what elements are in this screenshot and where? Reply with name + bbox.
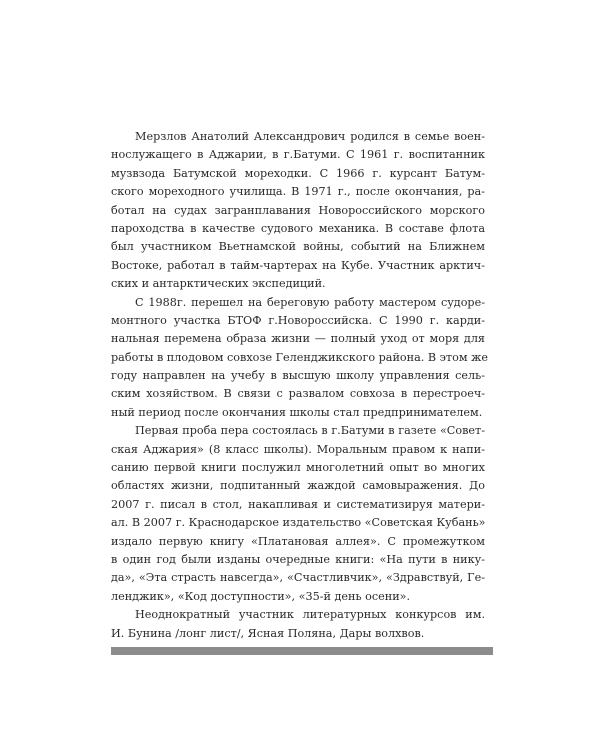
text-line: в один год были изданы очередные книги: «На пути в нику- (111, 552, 485, 566)
text-line: ленджик», «Код доступности», «35-й день осени». (111, 589, 411, 603)
text-line: санию первой книги послужил многолетний опыт во многих (111, 461, 485, 475)
text-line: И. Бунина /лонг лист/, Ясная Поляна, Дары волхвов. (111, 626, 425, 640)
text-line: областях жизни, подпитанный жаждой самовыражения. До (111, 479, 485, 493)
paragraph-4 (111, 606, 485, 643)
text-line: был участником Вьетнамской войны, событий на Ближнем (111, 240, 485, 254)
text-line: ская Аджария» (8 класс школы). Моральным правом к напи- (111, 442, 485, 456)
text-line: издало первую книгу «Платановая аллея». С промежутком (111, 534, 485, 548)
text-line: году направлен на учебу в высшую школу управления сель- (111, 369, 485, 383)
paragraph-3 (111, 422, 485, 606)
text-line: ный период после окончания школы стал предпринимателем. (111, 405, 483, 419)
text-line: 2007 г. писал в стол, накапливая и систематизируя матери- (111, 497, 485, 511)
text-line: музвзода Батумской мореходки. С 1966 г. курсант Батум- (111, 166, 485, 180)
biography-text (111, 128, 489, 643)
text-line: ал. В 2007 г. Краснодарское издательство «Советская Кубань» (111, 516, 486, 530)
text-line: ских и антарктических экспедиций. (111, 277, 326, 291)
text-line: нослужащего в Аджарии, в г.Батуми. С 1961 г. воспитанник (111, 148, 485, 162)
text-line: ского мореходного училища. В 1971 г., после окончания, ра- (111, 185, 485, 199)
text-line: ботал на судах загранплавания Новороссийского морского (111, 203, 485, 217)
text-line: Неоднократный участник литературных конкурсов им. (135, 608, 485, 622)
text-line: нальная перемена образа жизни — полный уход от моря для (111, 332, 485, 346)
text-line: да», «Эта страсть навсегда», «Счастливчик», «Здравствуй, Ге- (111, 571, 485, 585)
text-line: пароходства в качестве судового механика. В составе флота (111, 221, 485, 235)
text-line: монтного участка БТОФ г.Новороссийска. С 1990 г. карди- (111, 313, 485, 327)
text-line: Первая проба пера состоялась в г.Батуми в газете «Совет- (135, 424, 485, 438)
text-line: Востоке, работал в тайм-чартерах на Кубе. Участник арктич- (111, 258, 485, 272)
bottom-divider-bar (111, 647, 493, 655)
paragraph-1 (111, 128, 485, 294)
text-line: Мерзлов Анатолий Александрович родился в семье воен- (135, 130, 485, 143)
paragraph-2 (111, 294, 489, 423)
text-line: С 1988г. перешел на береговую работу мастером судоре- (135, 295, 485, 309)
text-line: ским хозяйством. В связи с развалом совхоза в перестроеч- (111, 387, 485, 401)
text-line: работы в плодовом совхозе Геленджикского района. В этом же (111, 350, 489, 364)
